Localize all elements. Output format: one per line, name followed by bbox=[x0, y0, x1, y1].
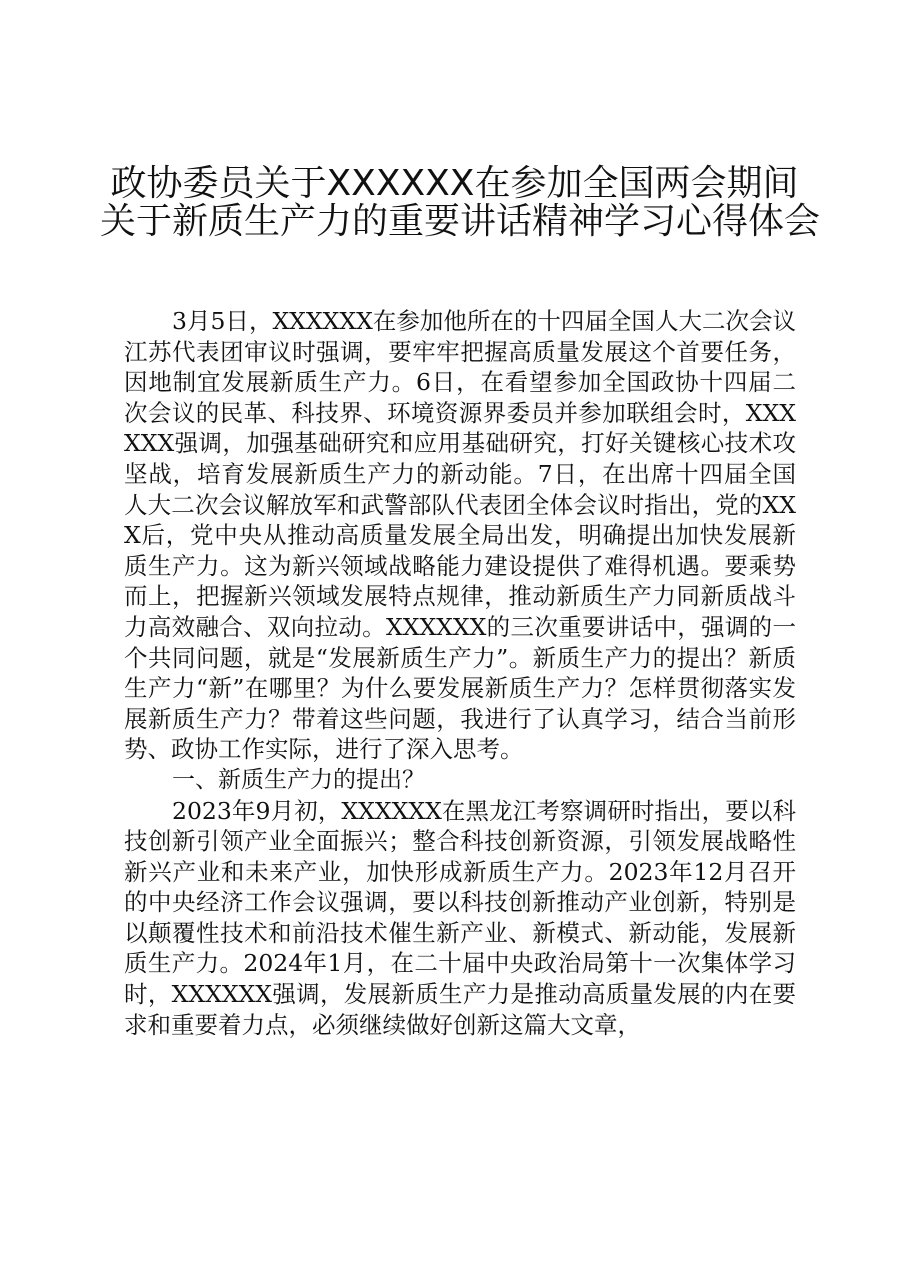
document-title-line-2: 关于新质生产力的重要讲话精神学习心得体会 bbox=[100, 201, 821, 242]
paragraph-section-1: 2023年9月初，XXXXXX在黑龙江考察调研时指出，要以科技创新引领产业全面振兴；整合科技创新资源，引领发展战略性新兴产业和未来产业，加快形成新质生产力。2023年12月召开的中央经济工作会议强调，要以科技创新推动产业创新，特别是以颠覆性技术和前沿技术催生新产业、新模式、新动能，发展新质生产力。2024年1月，在二十届中央政治局第十一次集体学习时，XXXXXX强调，发展新质生产力是推动高质量发展的内在要求和重要着力点，必须继续做好创新这篇大文章， bbox=[124, 796, 796, 1039]
section-heading-1: 一、新质生产力的提出？ bbox=[172, 766, 425, 793]
document-title-line-1: 政协委员关于XXXXXX在参加全国两会期间 bbox=[110, 163, 799, 204]
document-body bbox=[124, 306, 796, 1040]
paragraph-intro: 3月5日，XXXXXX在参加他所在的十四届全国人大二次会议江苏代表团审议时强调，要牢牢把握高质量发展这个首要任务，因地制宜发展新质生产力。6日，在看望参加全国政协十四届二次会议的民革、科技界、环境资源界委员并参加联组会时，XXXXXX强调，加强基础研究和应用基础研究，打好关键核心技术攻坚战，培育发展新质生产力的新动能。7日，在出席十四届全国人大二次会议解放军和武警部队代表团全体会议时指出，党的XXX后，党中央从推动高质量发展全局出发，明确提出加快发展新质生产力。这为新兴领域战略能力建设提供了难得机遇。要乘势而上，把握新兴领域发展特点规律，推动新质生产力同新质战斗力高效融合、双向拉动。XXXXXX的三次重要讲话中，强调的一个共同问题，就是“发展新质生产力”。新质生产力的提出？新质生产力“新”在哪里？为什么要发展新质生产力？怎样贯彻落实发展新质生产力？带着这些问题，我进行了认真学习，结合当前形势、政协工作实际，进行了深入思考。 bbox=[124, 307, 796, 764]
